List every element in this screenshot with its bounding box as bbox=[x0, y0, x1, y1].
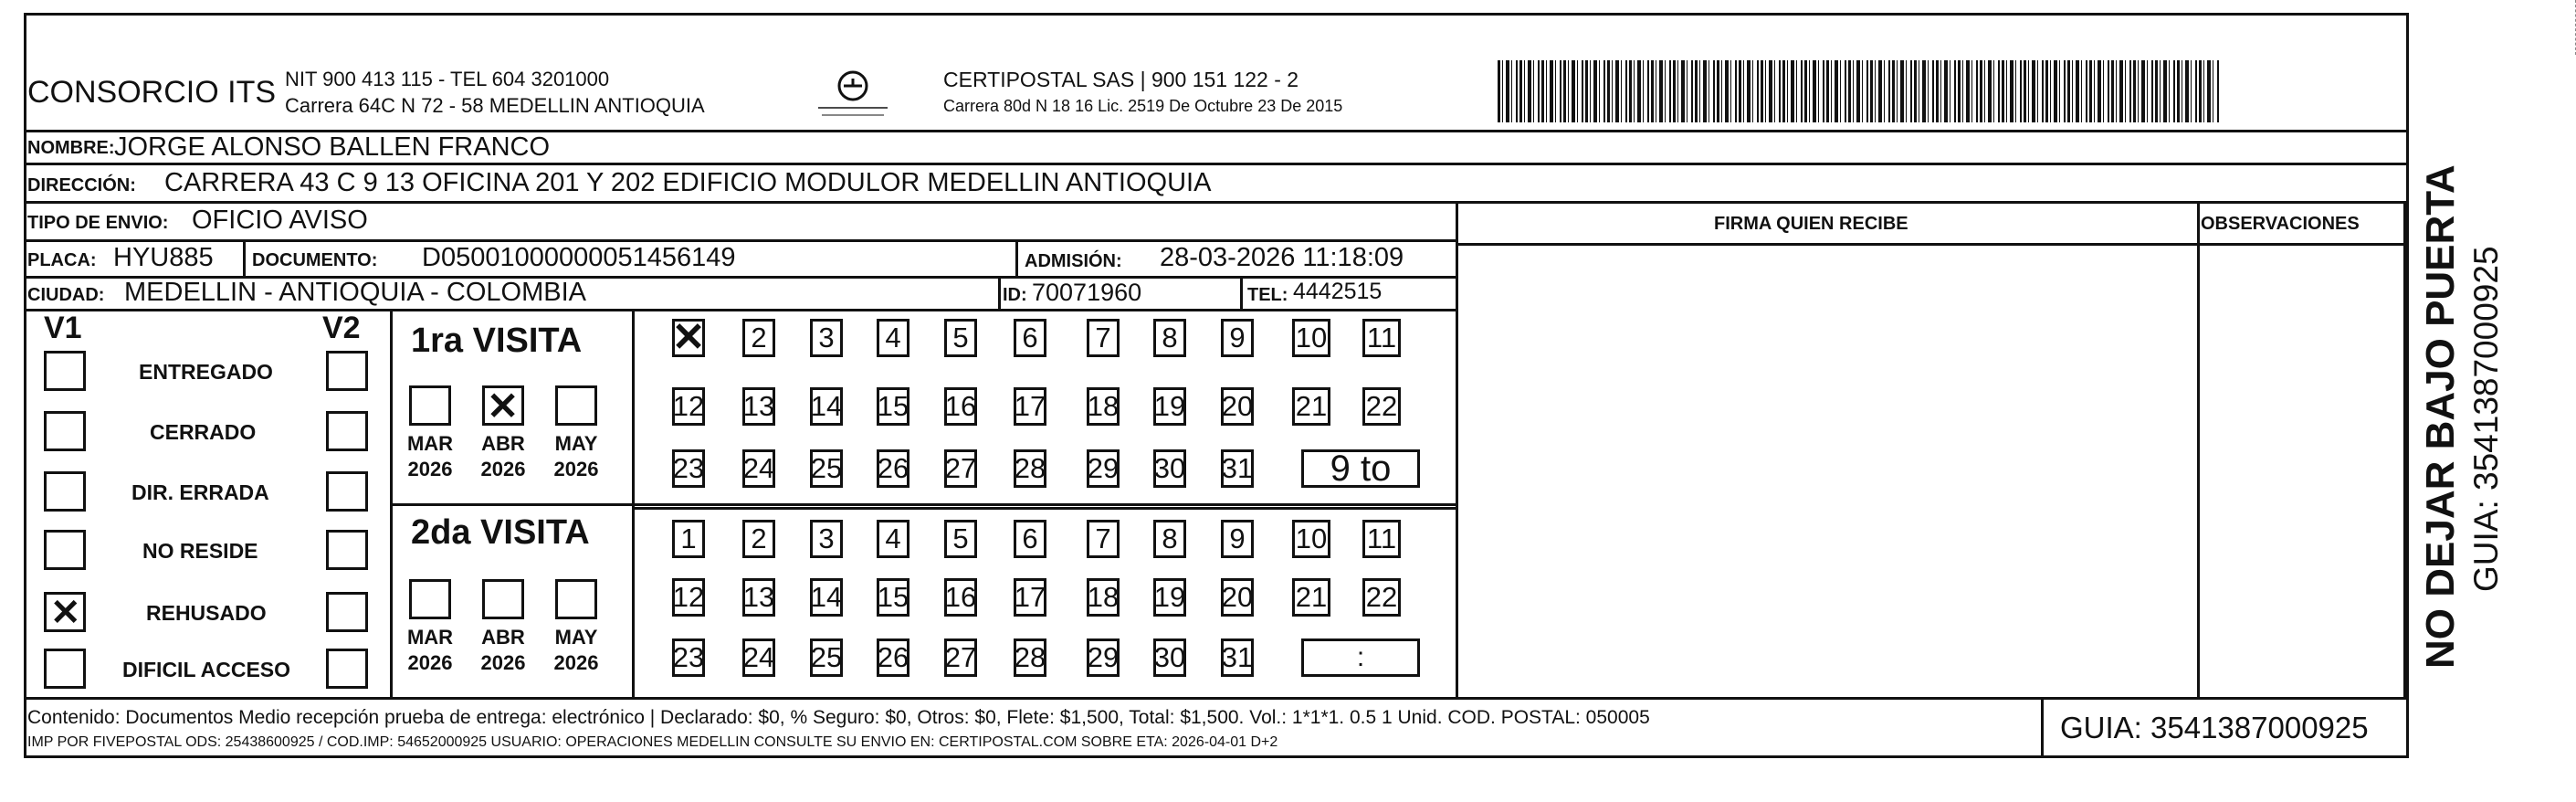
day-box[interactable]: 8 bbox=[1153, 520, 1186, 558]
form-frame bbox=[24, 13, 2409, 758]
month-checkbox[interactable] bbox=[555, 579, 597, 619]
day-box[interactable]: 14 bbox=[810, 387, 843, 426]
ciudad-value: MEDELLIN - ANTIOQUIA - COLOMBIA bbox=[124, 278, 586, 307]
side-guia: GUIA: 3541387000925 bbox=[2467, 246, 2505, 592]
day-box[interactable]: 11 bbox=[1362, 520, 1401, 558]
check-mark-icon: ✕ bbox=[487, 385, 520, 427]
firma-label: FIRMA QUIEN RECIBE bbox=[1714, 214, 1908, 234]
rule bbox=[1015, 239, 1018, 276]
day-box[interactable]: 18 bbox=[1087, 578, 1120, 617]
rule bbox=[24, 163, 2406, 165]
rule bbox=[1456, 201, 1458, 697]
second-visit-label: 2da VISITA bbox=[411, 513, 590, 552]
day-box[interactable]: 15 bbox=[877, 387, 909, 426]
time-box[interactable]: : bbox=[1301, 638, 1420, 677]
year-label: 2026 bbox=[480, 458, 526, 480]
day-box[interactable]: 30 bbox=[1153, 638, 1186, 677]
month-checkbox[interactable] bbox=[555, 385, 597, 426]
documento-label: DOCUMENTO: bbox=[252, 250, 378, 270]
day-box[interactable]: 3 bbox=[810, 319, 843, 357]
placa-value: HYU885 bbox=[113, 243, 214, 272]
day-box[interactable]: 29 bbox=[1087, 638, 1120, 677]
day-box[interactable]: 25 bbox=[810, 449, 843, 488]
status-label: ENTREGADO bbox=[139, 360, 273, 384]
rule bbox=[2041, 697, 2044, 755]
edge-marks bbox=[2548, 0, 2576, 55]
day-box[interactable] bbox=[671, 315, 706, 360]
year-label: 2026 bbox=[553, 458, 599, 480]
day-box[interactable]: 21 bbox=[1292, 387, 1330, 426]
rule bbox=[998, 276, 1001, 309]
day-box[interactable]: 26 bbox=[877, 638, 909, 677]
status-label: NO RESIDE bbox=[142, 539, 258, 563]
day-box[interactable]: 5 bbox=[944, 319, 977, 357]
day-box[interactable]: 23 bbox=[672, 638, 705, 677]
rule bbox=[390, 503, 1457, 506]
rule bbox=[632, 507, 1457, 510]
id-value: 70071960 bbox=[1032, 279, 1142, 306]
carrier-name: CERTIPOSTAL SAS | 900 151 122 - 2 bbox=[943, 68, 1299, 91]
day-box[interactable]: 7 bbox=[1087, 520, 1120, 558]
v2-checkbox[interactable] bbox=[326, 411, 368, 451]
day-box[interactable]: 29 bbox=[1087, 449, 1120, 488]
day-box[interactable]: 15 bbox=[877, 578, 909, 617]
v1-checkbox[interactable] bbox=[44, 411, 86, 451]
admision-label: ADMISIÓN: bbox=[1025, 251, 1122, 271]
day-box[interactable]: 9 bbox=[1221, 520, 1254, 558]
status-label: REHUSADO bbox=[146, 601, 267, 625]
day-box[interactable]: 16 bbox=[944, 387, 977, 426]
day-box[interactable]: 2 bbox=[742, 319, 775, 357]
day-box[interactable]: 13 bbox=[742, 387, 775, 426]
year-label: 2026 bbox=[407, 458, 453, 480]
carrier-license: Carrera 80d N 18 16 Lic. 2519 De Octubre 23 De 2015 bbox=[943, 97, 1343, 115]
rule bbox=[243, 239, 246, 276]
day-box[interactable]: 4 bbox=[877, 319, 909, 357]
day-box[interactable]: 19 bbox=[1153, 578, 1186, 617]
month-label: ABR bbox=[481, 626, 525, 649]
direccion-label: DIRECCIÓN: bbox=[27, 175, 136, 195]
month-label: MAR bbox=[406, 432, 454, 455]
rule bbox=[24, 309, 1457, 311]
day-box[interactable]: 3 bbox=[810, 520, 843, 558]
v2-checkbox[interactable] bbox=[326, 649, 368, 689]
v2-checkbox[interactable] bbox=[326, 471, 368, 512]
v1-checkbox[interactable] bbox=[44, 649, 86, 689]
day-box[interactable]: 27 bbox=[944, 449, 977, 488]
footer-imp: IMP POR FIVEPOSTAL ODS: 25438600925 / COD.IMP: 54652000925 USUARIO: OPERACIONES MEDELLIN CONSULTE SU ENVIO EN: CERTIPOSTAL.COM SOBRE ETA: 2026-04-01 D+2 bbox=[27, 734, 1278, 750]
day-box[interactable]: 22 bbox=[1362, 387, 1401, 426]
v1-checkbox[interactable] bbox=[44, 530, 86, 570]
first-visit-label: 1ra VISITA bbox=[411, 322, 583, 360]
month-label: MAY bbox=[554, 626, 598, 649]
nombre-label: NOMBRE: bbox=[27, 138, 115, 158]
day-box[interactable]: 23 bbox=[672, 449, 705, 488]
day-box[interactable]: 17 bbox=[1014, 387, 1046, 426]
rule bbox=[24, 697, 2406, 700]
month-checkbox[interactable] bbox=[482, 579, 524, 619]
observaciones-label: OBSERVACIONES bbox=[2201, 214, 2360, 234]
footer-contenido: Contenido: Documentos Medio recepción prueba de entrega: electrónico | Declarado: $0, % Seguro: $0, Otros: $0, Flete: $1,500, Total: $1,500. Vol.: 1*1*1. 0.5 1 Unid. COD. POSTAL: 050005 bbox=[27, 707, 1650, 728]
day-box[interactable]: 20 bbox=[1221, 578, 1254, 617]
v2-checkbox[interactable] bbox=[326, 351, 368, 391]
id-label: ID: bbox=[1003, 285, 1027, 305]
day-box[interactable]: 20 bbox=[1221, 387, 1254, 426]
day-box[interactable]: 7 bbox=[1087, 319, 1120, 357]
ciudad-label: CIUDAD: bbox=[27, 285, 105, 305]
v1-checkbox[interactable] bbox=[44, 351, 86, 391]
v1-checkbox[interactable] bbox=[44, 471, 86, 512]
day-box[interactable]: 31 bbox=[1221, 638, 1254, 677]
rule bbox=[1457, 243, 2406, 246]
v2-checkbox[interactable] bbox=[326, 530, 368, 570]
day-box[interactable]: 24 bbox=[742, 638, 775, 677]
year-label: 2026 bbox=[480, 651, 526, 674]
day-box[interactable]: 1 bbox=[672, 520, 705, 558]
company-address: Carrera 64C N 72 - 58 MEDELLIN ANTIOQUIA bbox=[285, 94, 705, 117]
day-box[interactable]: 2 bbox=[742, 520, 775, 558]
day-box[interactable]: 18 bbox=[1087, 387, 1120, 426]
day-box[interactable]: 12 bbox=[672, 387, 705, 426]
check-mark-icon: ✕ bbox=[671, 315, 706, 360]
tipo-label: TIPO DE ENVIO: bbox=[27, 213, 169, 233]
day-box[interactable]: 4 bbox=[877, 520, 909, 558]
status-label: DIFICIL ACCESO bbox=[122, 658, 291, 681]
day-box[interactable]: 19 bbox=[1153, 387, 1186, 426]
time-box[interactable]: 9 to bbox=[1301, 449, 1420, 488]
day-box[interactable]: 6 bbox=[1014, 319, 1046, 357]
day-box[interactable]: 28 bbox=[1014, 449, 1046, 488]
month-checkbox[interactable] bbox=[409, 579, 451, 619]
tipo-value: OFICIO AVISO bbox=[192, 206, 368, 235]
month-label: ABR bbox=[481, 432, 525, 455]
rule bbox=[24, 239, 1457, 242]
side-warning: NO DEJAR BAJO PUERTA bbox=[2418, 164, 2463, 669]
rule bbox=[390, 309, 393, 697]
month-checkbox[interactable] bbox=[482, 385, 524, 426]
day-box[interactable]: 10 bbox=[1292, 520, 1330, 558]
day-box[interactable]: 14 bbox=[810, 578, 843, 617]
day-box[interactable]: 21 bbox=[1292, 578, 1330, 617]
day-box[interactable]: 9 bbox=[1221, 319, 1254, 357]
certipostal-logo bbox=[813, 68, 893, 121]
direccion-value: CARRERA 43 C 9 13 OFICINA 201 Y 202 EDIFICIO MODULOR MEDELLIN ANTIOQUIA bbox=[164, 168, 1212, 197]
documento-value: D05001000000051456149 bbox=[422, 243, 736, 272]
company-name: CONSORCIO ITS bbox=[27, 75, 277, 110]
day-box[interactable]: 12 bbox=[672, 578, 705, 617]
year-label: 2026 bbox=[553, 651, 599, 674]
v1-checkbox[interactable] bbox=[44, 592, 86, 632]
certipostal-logo-icon bbox=[813, 68, 893, 121]
rule bbox=[2403, 201, 2406, 697]
day-box[interactable]: 6 bbox=[1014, 520, 1046, 558]
month-label: MAR bbox=[406, 626, 454, 649]
status-label: DIR. ERRADA bbox=[131, 480, 269, 504]
day-box[interactable]: 13 bbox=[742, 578, 775, 617]
check-mark-icon: ✕ bbox=[50, 593, 81, 633]
day-box[interactable]: 24 bbox=[742, 449, 775, 488]
day-box[interactable]: 17 bbox=[1014, 578, 1046, 617]
tel-value: 4442515 bbox=[1293, 279, 1383, 304]
barcode bbox=[1498, 60, 2219, 122]
day-box[interactable]: 10 bbox=[1292, 319, 1330, 357]
placa-label: PLACA: bbox=[27, 250, 97, 270]
year-label: 2026 bbox=[407, 651, 453, 674]
day-box[interactable]: 30 bbox=[1153, 449, 1186, 488]
month-label: MAY bbox=[554, 432, 598, 455]
company-nit: NIT 900 413 115 - TEL 604 3201000 bbox=[285, 68, 610, 90]
v2-checkbox[interactable] bbox=[326, 592, 368, 632]
day-box[interactable]: 5 bbox=[944, 520, 977, 558]
day-box[interactable]: 25 bbox=[810, 638, 843, 677]
day-box[interactable]: 26 bbox=[877, 449, 909, 488]
tel-label: TEL: bbox=[1247, 285, 1288, 305]
v2-label: V2 bbox=[322, 311, 361, 345]
nombre-value: JORGE ALONSO BALLEN FRANCO bbox=[114, 132, 551, 162]
rule bbox=[24, 201, 2406, 204]
rule bbox=[632, 309, 635, 697]
rule bbox=[1240, 276, 1243, 309]
v1-label: V1 bbox=[44, 311, 82, 345]
day-box[interactable]: 8 bbox=[1153, 319, 1186, 357]
rule bbox=[2197, 201, 2200, 697]
month-checkbox[interactable] bbox=[409, 385, 451, 426]
day-box[interactable]: 16 bbox=[944, 578, 977, 617]
day-box[interactable]: 11 bbox=[1362, 319, 1401, 357]
status-label: CERRADO bbox=[150, 420, 257, 444]
day-box[interactable]: 27 bbox=[944, 638, 977, 677]
day-box[interactable]: 31 bbox=[1221, 449, 1254, 488]
day-box[interactable]: 22 bbox=[1362, 578, 1401, 617]
admision-value: 28-03-2026 11:18:09 bbox=[1160, 243, 1404, 272]
footer-guia: GUIA: 3541387000925 bbox=[2060, 711, 2369, 744]
day-box[interactable]: 28 bbox=[1014, 638, 1046, 677]
